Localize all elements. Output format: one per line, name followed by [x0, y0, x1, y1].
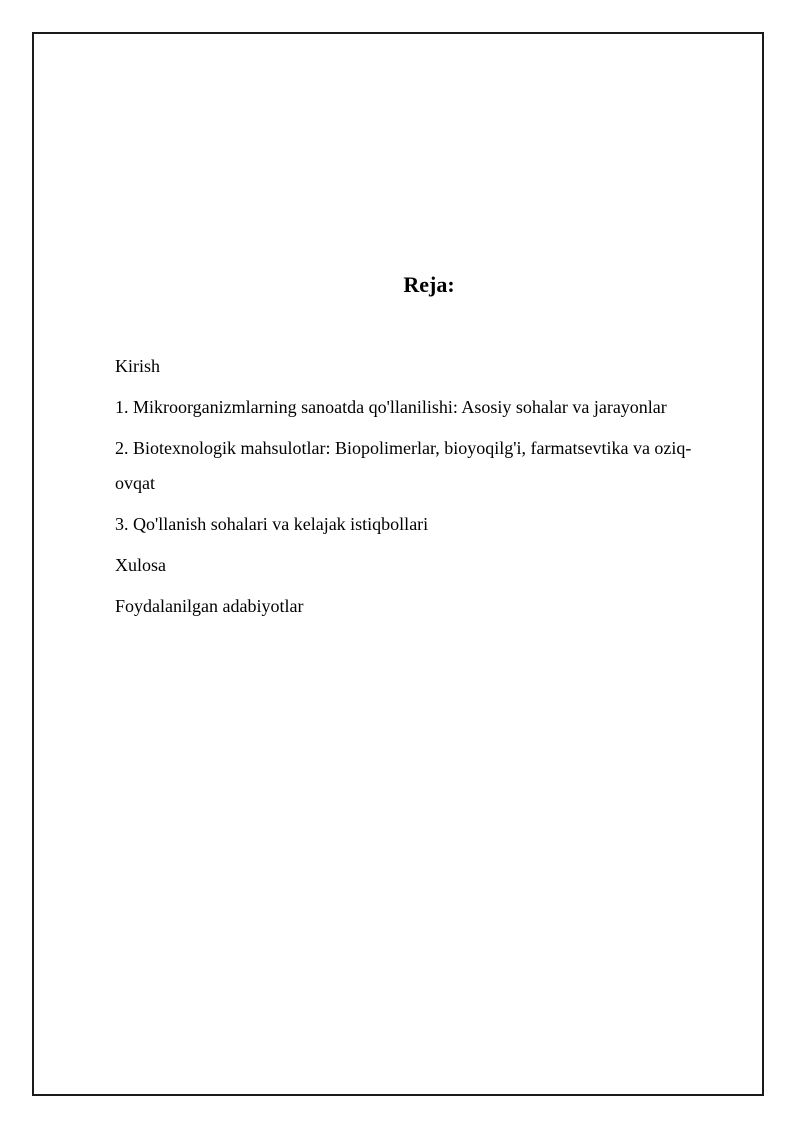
toc-item-introduction: Kirish [115, 356, 160, 376]
toc-item-references: Foydalanilgan adabiyotlar [115, 596, 304, 616]
toc-item-1: 1. Mikroorganizmlarning sanoatda qo'llanilishi: Asosiy sohalar va jarayonlar [115, 397, 667, 417]
toc-item-conclusion: Xulosa [115, 555, 166, 575]
toc-item-2: 2. Biotexnologik mahsulotlar: Biopolimerlar, bioyoqilg'i, farmatsevtika va oziq-ovqat [115, 438, 692, 493]
toc-item-3: 3. Qo'llanish sohalari va kelajak istiqbollari [115, 514, 429, 534]
page-title: Reja: [403, 272, 455, 297]
table-of-contents [115, 349, 725, 630]
